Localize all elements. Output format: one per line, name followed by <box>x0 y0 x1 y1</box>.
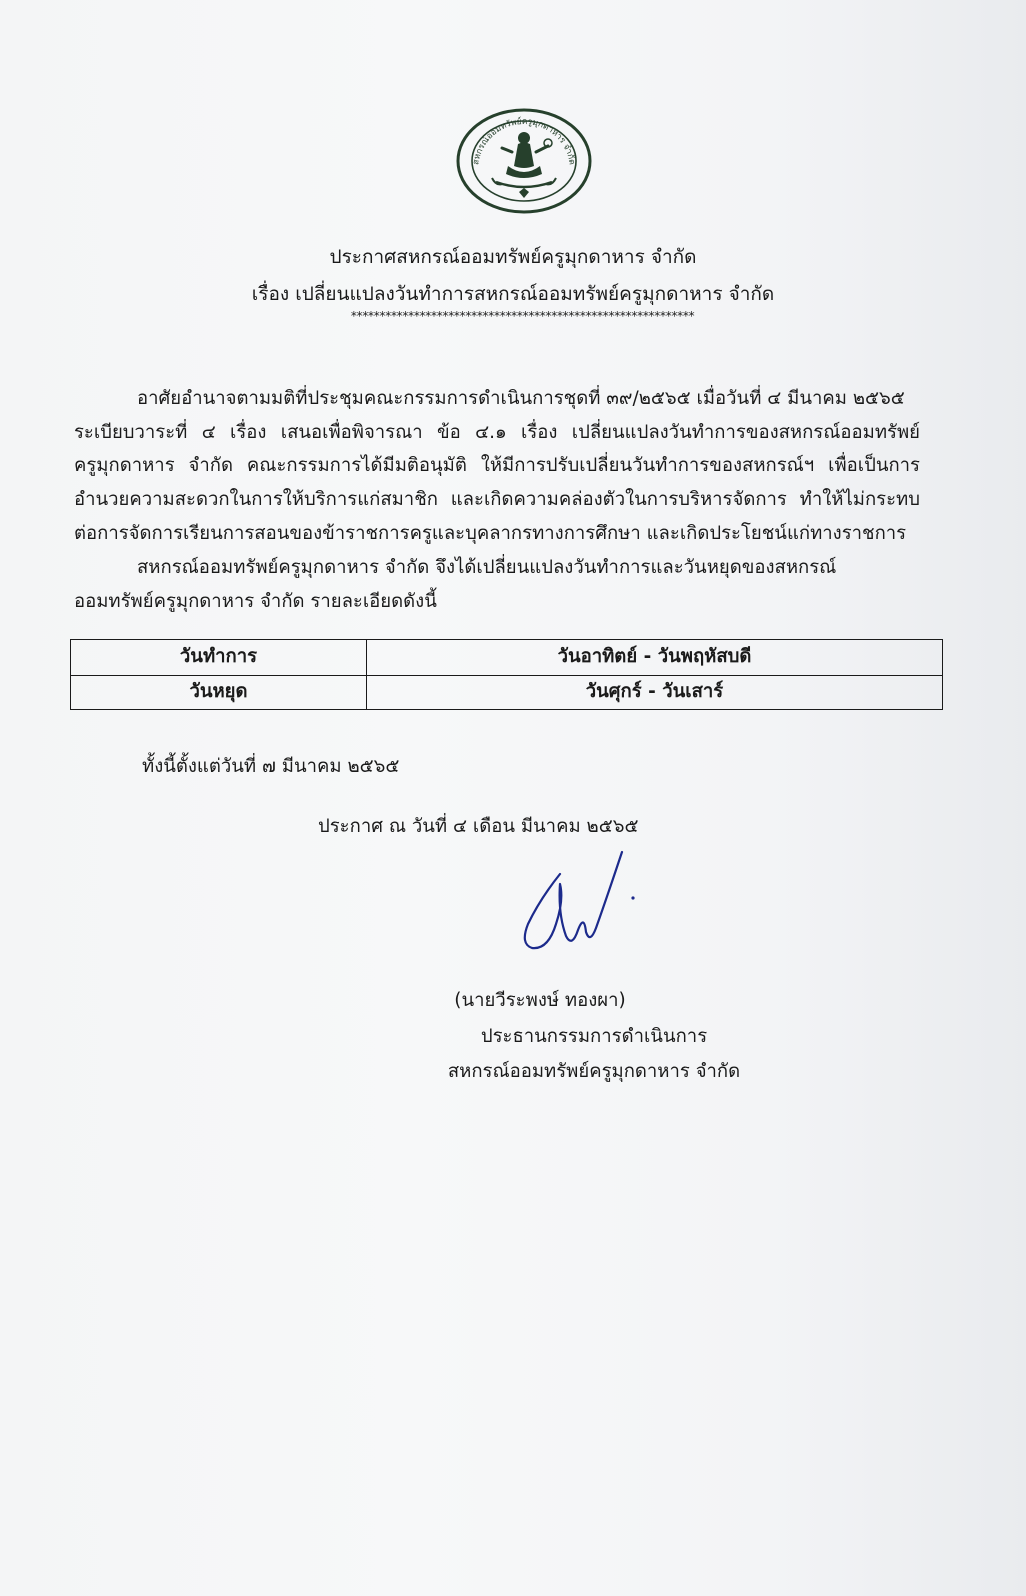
announcement-subject: เรื่อง เปลี่ยนแปลงวันทำการสหกรณ์ออมทรัพย์ครูมุกดาหาร จำกัด <box>251 283 775 305</box>
signature <box>520 844 650 964</box>
body-paragraph-1-line-2: ระเบียบวาระที่ ๔ เรื่อง เสนอเพื่อพิจารณา ข้อ ๔.๑ เรื่อง เปลี่ยนแปลงวันทำการของสหกรณ์ออมทรัพย์ <box>74 422 920 443</box>
body-paragraph-1-line-5: ต่อการจัดการเรียนการสอนของข้าราชการครูและบุคลากรทางการศึกษา และเกิดประโยชน์แก่ทางราชการ <box>74 523 907 544</box>
svg-text:สหกรณ์ออมทรัพย์ครูมุกดาหาร จำก: สหกรณ์ออมทรัพย์ครูมุกดาหาร จำกัด <box>471 116 577 166</box>
body-paragraph-2-line-1: สหกรณ์ออมทรัพย์ครูมุกดาหาร จำกัด จึงได้เปลี่ยนแปลงวันทำการและวันหยุดของสหกรณ์ <box>137 557 837 578</box>
table-row <box>71 640 942 676</box>
holidays-value: วันศุกร์ - วันเสาร์ <box>585 681 724 702</box>
holidays-label: วันหยุด <box>71 675 367 710</box>
announcement-title: ประกาศสหกรณ์ออมทรัพย์ครูมุกดาหาร จำกัด <box>329 246 697 268</box>
body-paragraph-1-line-4: อำนวยความสะดวกในการให้บริการแก่สมาชิก และเกิดความคล่องตัวในการบริหารจัดการ ทำให้ไม่กระทบ <box>74 489 920 510</box>
working-days-value: วันอาทิตย์ - วันพฤหัสบดี <box>557 646 752 667</box>
cooperative-seal-logo <box>456 108 592 214</box>
schedule-table <box>70 639 943 710</box>
signatory-organization: สหกรณ์ออมทรัพย์ครูมุกดาหาร จำกัด <box>447 1061 741 1082</box>
announcement-date: ประกาศ ณ วันที่ ๔ เดือน มีนาคม ๒๕๖๕ <box>318 816 639 837</box>
effective-date: ทั้งนี้ตั้งแต่วันที่ ๗ มีนาคม ๒๕๖๕ <box>142 756 400 777</box>
separator-line: ************************************************************ <box>350 309 694 323</box>
body-paragraph-1-line-3: ครูมุกดาหาร จำกัด คณะกรรมการได้มีมติอนุมัติ ให้มีการปรับเปลี่ยนวันทำการของสหกรณ์ฯ เพื่อเป็นการ <box>74 455 920 476</box>
signatory-name: (นายวีระพงษ์ ทองผา) <box>454 990 626 1011</box>
working-days-label: วันทำการ <box>71 640 367 675</box>
table-row <box>71 675 942 710</box>
body-paragraph-2-line-2: ออมทรัพย์ครูมุกดาหาร จำกัด รายละเอียดดังนี้ <box>74 591 437 612</box>
body-paragraph-1-line-1: อาศัยอำนาจตามมติที่ประชุมคณะกรรมการดำเนินการชุดที่ ๓๙/๒๕๖๕ เมื่อวันที่ ๔ มีนาคม ๒๕๖๕ <box>137 388 905 409</box>
signatory-position: ประธานกรรมการดำเนินการ <box>480 1026 708 1047</box>
